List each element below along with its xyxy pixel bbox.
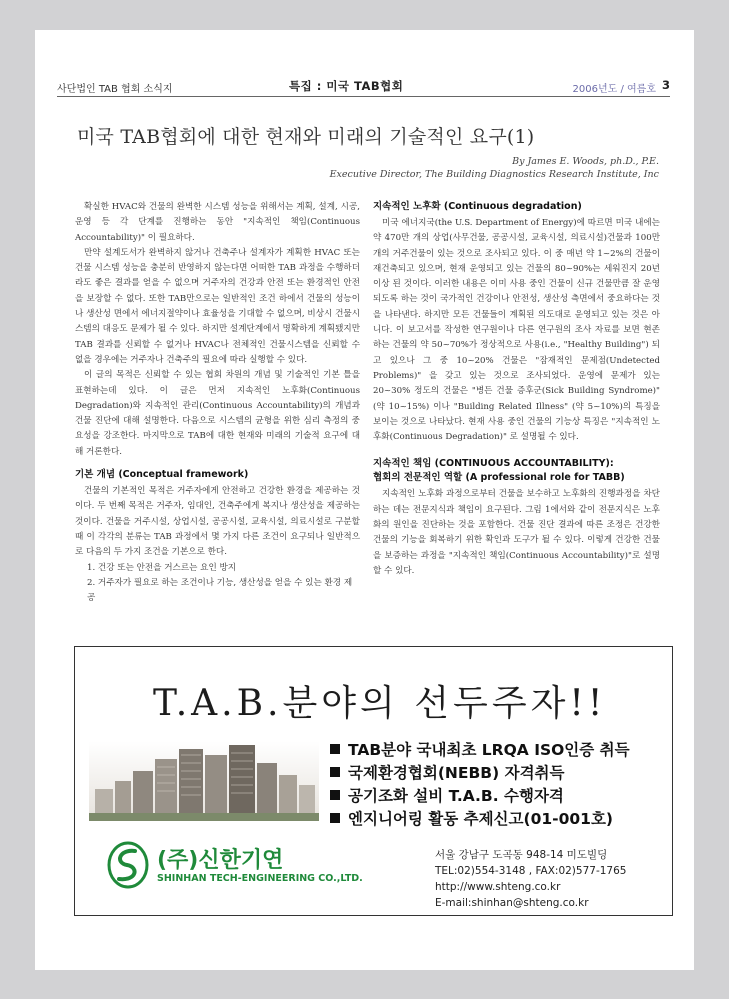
article-column-right (373, 200, 660, 579)
intro-paragraph-3: 이 글의 목적은 신뢰할 수 있는 협회 차원의 개념 및 기술적인 기본 틀을 표현하는데 있다. 이 글은 먼저 지속적인 노후화(Continuous Degradation)와 지속적인 관리(Continuous Accountability)의 개념과 건물 진단에 대해 설명한다. 다음으로 시스템의 균형을 위한 심리 측정의 중요성을 강조한다. 마지막으로 TAB에 대한 현재와 미래의 기술적 요구에 대해 거론한다. (75, 370, 360, 457)
section-heading-degradation: 지속적인 노후화 (Continuous degradation) (373, 201, 582, 212)
list-item: 2. 거주자가 필요로 하는 조건이나 기능, 생산성을 얻을 수 있는 환경 제공 (87, 577, 353, 604)
company-email: E-mail:shinhan@shteng.co.kr (435, 897, 589, 909)
section-heading-conceptual: 기본 개념 (Conceptual framework) (75, 469, 249, 481)
article-title: 미국 TAB협회에 대한 현재와 미래의 기술적인 요구(1) (77, 126, 535, 148)
ad-feature-item: 국제환경협회(NEBB) 자격취득 (330, 762, 630, 785)
header-org: 사단법인 TAB 협회 소식지 (57, 84, 173, 95)
ad-feature-item: 공기조화 설비 T.A.B. 수행자격 (330, 785, 630, 808)
company-website: http://www.shteng.co.kr (435, 881, 561, 893)
intro-paragraph-1: 확실한 HVAC와 건물의 완벽한 시스템 성능을 위해서는 계획, 설계, 시공, 운영 등 각 단계를 진행하는 동안 "지속적인 책임(Continuous Accountability)" 이 필요하다. (75, 202, 360, 243)
square-bullet-icon (330, 767, 340, 777)
page-number: 3 (661, 78, 670, 92)
company-address: 서울 강남구 도곡동 948-14 미도빌딩 (435, 849, 608, 861)
article-byline (330, 155, 659, 181)
byline-author: By James E. Woods, ph.D., P.E. (512, 156, 659, 167)
conceptual-list (75, 561, 360, 607)
intro-paragraph-2: 만약 설계도서가 완벽하지 않거나 건축주나 설계자가 계획한 HVAC 또는 건물 시스템 성능을 충분히 반영하지 않는다면 어떠한 TAB 과정을 수행하더라도 좋은 결과를 얻을 수 없으며 거주자의 건강과 안전 또는 환경적인 안전을 보장할 수 없다. 또한 TAB만으로는 일반적인 조건 하에서 건물의 성능이나 생산성 면에서 에너지절약이나 효율성을 기대할 수 없으며, 비상시 건물시스템의 대응도 문제가 될 수 있다. 하지만 설계단계에서 명확하게 계획됐지만 TAB 결과를 신뢰할 수 없거나 HVAC나 전체적인 건물시스템을 신뢰할 수 없을 경우에는 거주자나 건축주의 필요에 따라 실행할 수 있다. (75, 247, 360, 365)
building-skyline-image (89, 741, 319, 821)
article-column-left (75, 200, 360, 606)
square-bullet-icon (330, 813, 340, 823)
byline-affiliation: Executive Director, The Building Diagnostics Research Institute, Inc (329, 169, 659, 180)
square-bullet-icon (330, 790, 340, 800)
accountability-title-line-2: 협회의 전문적인 역할 (A professional role for TABB) (373, 472, 625, 484)
company-logo (105, 839, 365, 899)
list-item: 1. 건강 또는 안전을 거스르는 요인 방지 (87, 562, 237, 573)
header-issue: 2006년도 / 여름호 (572, 84, 656, 95)
company-name: (주)신한기연 (157, 848, 284, 873)
conceptual-paragraph: 건물의 기본적인 목적은 거주자에게 안전하고 건강한 환경을 제공하는 것이다. 두 번째 목적은 거주자, 임대인, 건축주에게 복지나 생산성을 제공하는 것이다. 건물을 거주시설, 상업시설, 공공시설, 교육시설, 의료시설로 구분할 때 이 각각의 분류는 TAB 과정에서 몇 가지 다른 조건이 요구되나 일반적으로 다음의 두 가지 조건을 기본으로 한다. (75, 486, 360, 558)
advertisement-box (74, 646, 673, 916)
company-contact (435, 847, 626, 911)
degradation-paragraph: 미국 에너지국(the U.S. Department of Energy)에 따르면 미국 내에는 약 470만 개의 상업(사무건물, 공공시설, 교육시설, 의료시설)건물과 100만개의 거주건물이 있는 것으로 조사되고 있다. 이 중 매년 약 1~2%의 건물이 재건축되고 있으며, 현재 운영되고 있는 건물의 80~90%는 세워진지 20년 이상 된 것이다. 이러한 내용은 이미 사용 중인 건물이 신규 건물만큼 잘 운영되도록 하는 것이 국가적인 건강이나 안전성, 생산성 측면에서 중요하다는 것을 나타낸다. 하지만 모든 건물들이 계획된 의도대로 운영되고 있는 것은 아니다. 이 보고서를 작성한 연구원이나 다른 연구원의 조사 자료를 보면 현존하는 건물의 약 50~70%가 정상적으로 사용(i.e., "Healthy Building") 되고 있으나 그 중 10~20% 건물은 "잠재적인 문제점(Undetected Problems)" 을 갖고 있는 것으로 조사되었다. 운영에 문제가 있는 20~30% 정도의 건물은 "병든 건물 증후군(Sick Building Syndrome)" (약 10~15%) 이나 "Building Related Illness" (약 5~10%)의 특징을 보이는 것으로 나타났다. 현재 사용 중인 건물의 기능상 특징은 "지속적인 노후화(Continuous Degradation)" 로 설명될 수 있다. (373, 218, 660, 443)
company-phone: TEL:02)554-3148 , FAX:02)577-1765 (435, 865, 627, 877)
accountability-paragraph: 지속적인 노후화 과정으로부터 건물을 보수하고 노후화의 진행과정을 차단하는 데는 전문지식과 책임이 요구된다. 그림 1에서와 같이 전문지식은 노후화의 원인을 진단하는 것을 포함한다. 건물 진단 결과에 따른 조정은 건강한 건물의 기능을 회복하기 위한 확인과 도구가 될 수 있다. 이렇게 건강한 건물을 보증하는 과정을 "지속적인 책임(Continuous Accountability)"로 설명할 수 있다. (373, 489, 660, 576)
company-emblem-icon (105, 839, 151, 891)
ad-feature-item: 엔지니어링 활동 추제신고(01-001호) (330, 808, 630, 831)
ad-feature-list (330, 739, 630, 831)
section-heading-accountability (373, 457, 660, 485)
accountability-title-line-1: 지속적인 책임 (CONTINUOUS ACCOUNTABILITY): (373, 458, 614, 470)
ad-feature-item: TAB분야 국내최초 LRQA ISO인증 취득 (330, 739, 630, 762)
ad-headline: T.A.B.분야의 선두주자!! (153, 683, 607, 724)
company-name-english: SHINHAN TECH-ENGINEERING CO.,LTD. (157, 873, 363, 884)
page-header (57, 78, 670, 97)
square-bullet-icon (330, 744, 340, 754)
header-special-section: 특집 : 미국 TAB협회 (289, 79, 404, 93)
